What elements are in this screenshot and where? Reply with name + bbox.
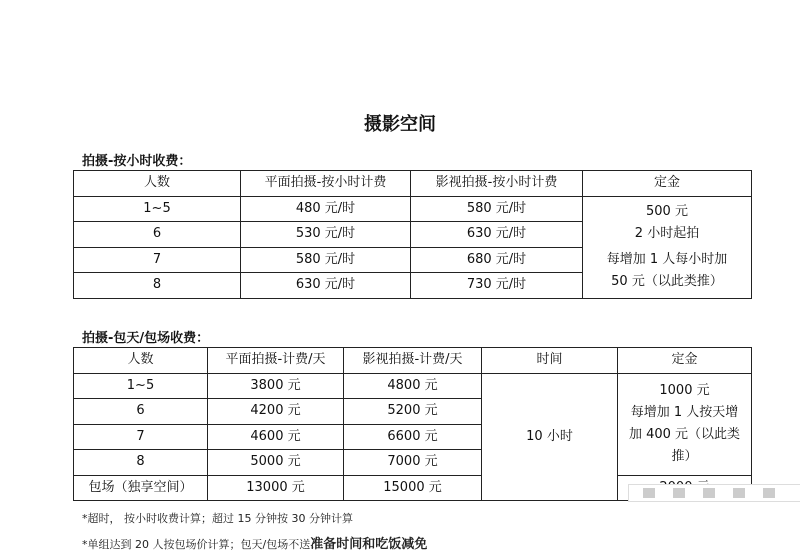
deposit-line: 500 元 <box>646 204 688 219</box>
watermark-glyph <box>703 488 715 498</box>
table-cell: 8 <box>74 450 208 476</box>
column-header: 定金 <box>618 348 752 374</box>
table-cell: 7 <box>74 424 208 450</box>
note-group <box>82 533 427 552</box>
daily-section-heading: 拍摄-包天/包场收费： <box>82 331 210 346</box>
deposit-line: 2 小时起拍 <box>634 226 700 241</box>
page-title: 摄影空间 <box>364 114 436 135</box>
hourly-section-heading: 拍摄-按小时收费： <box>82 154 192 169</box>
table-cell: 15000 元 <box>344 475 482 501</box>
deposit-line: 1000 元 <box>659 383 710 398</box>
daily-price-table <box>73 347 752 501</box>
table-cell: 5000 元 <box>208 450 344 476</box>
table-cell: 包场（独享空间） <box>74 475 208 501</box>
table-cell: 580 元/时 <box>411 196 583 222</box>
table-cell: 580 元/时 <box>241 247 411 273</box>
column-header: 定金 <box>583 171 752 197</box>
column-header: 平面拍摄-按小时计费 <box>241 171 411 197</box>
column-header: 平面拍摄-计费/天 <box>208 348 344 374</box>
hourly-price-table <box>73 170 752 299</box>
deposit-line: 每增加 1 人按天增 <box>630 405 739 420</box>
table-header-row <box>74 348 752 374</box>
table-cell: 1~5 <box>74 373 208 399</box>
table-cell: 530 元/时 <box>241 222 411 248</box>
table-cell: 3800 元 <box>208 373 344 399</box>
column-header: 影视拍摄-按小时计费 <box>411 171 583 197</box>
daily-deposit-cell <box>618 373 752 475</box>
table-cell: 6600 元 <box>344 424 482 450</box>
table-row <box>74 373 752 399</box>
table-cell: 680 元/时 <box>411 247 583 273</box>
column-header: 影视拍摄-计费/天 <box>344 348 482 374</box>
note-group-bold: 准备时间和吃饭减免 <box>310 537 428 552</box>
deposit-line: 每增加 1 人每小时加 <box>606 252 728 267</box>
table-row <box>74 196 752 222</box>
watermark-glyph <box>763 488 775 498</box>
table-cell: 630 元/时 <box>411 222 583 248</box>
watermark-overlay <box>628 484 800 502</box>
hourly-deposit-cell <box>583 196 752 298</box>
table-cell: 7 <box>74 247 241 273</box>
table-cell: 7000 元 <box>344 450 482 476</box>
table-cell: 480 元/时 <box>241 196 411 222</box>
deposit-line: 50 元（以此类推） <box>611 274 723 289</box>
table-cell: 4800 元 <box>344 373 482 399</box>
table-cell: 8 <box>74 273 241 299</box>
note-group-text: *单组达到 20 人按包场价计算；包天/包场不送 <box>82 538 311 551</box>
table-cell: 6 <box>74 222 241 248</box>
watermark-glyph <box>643 488 655 498</box>
table-cell: 4600 元 <box>208 424 344 450</box>
daily-time-cell: 10 小时 <box>482 373 618 501</box>
column-header: 时间 <box>482 348 618 374</box>
column-header: 人数 <box>74 171 241 197</box>
watermark-glyph <box>673 488 685 498</box>
table-cell: 630 元/时 <box>241 273 411 299</box>
table-cell: 4200 元 <box>208 399 344 425</box>
table-cell: 5200 元 <box>344 399 482 425</box>
note-overtime: *超时， 按小时收费计算；超过 15 分钟按 30 分钟计算 <box>82 512 353 525</box>
table-cell: 730 元/时 <box>411 273 583 299</box>
table-cell: 6 <box>74 399 208 425</box>
watermark-glyph <box>733 488 745 498</box>
table-cell: 1~5 <box>74 196 241 222</box>
column-header: 人数 <box>74 348 208 374</box>
table-cell: 13000 元 <box>208 475 344 501</box>
deposit-line: 加 400 元（以此类 <box>628 427 741 442</box>
table-header-row <box>74 171 752 197</box>
deposit-line: 推） <box>671 449 698 464</box>
